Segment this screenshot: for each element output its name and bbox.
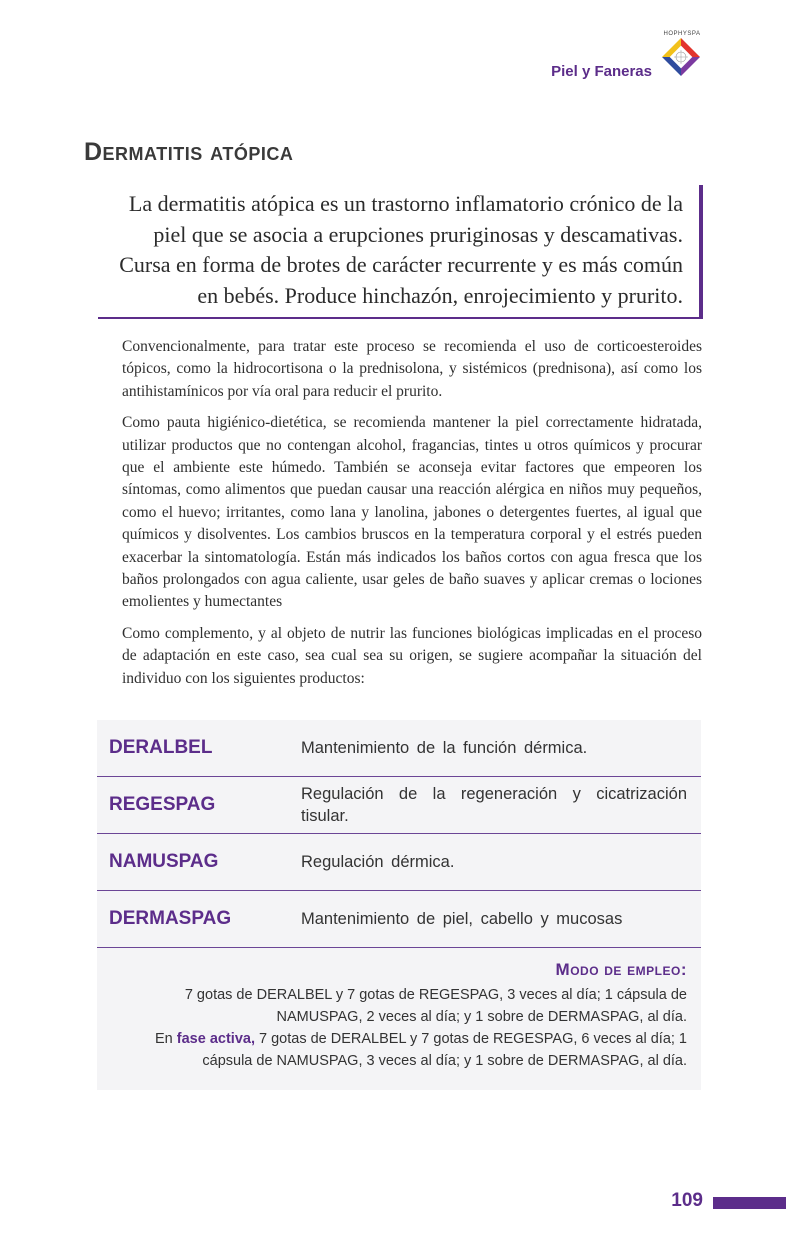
product-description: Mantenimiento de la función dérmica. xyxy=(301,739,588,757)
usage-line: 7 gotas de DERALBEL y 7 gotas de REGESPAG, 3 veces al día; 1 cápsula de NAMUSPAG, 2 veces al día; y 1 sobre de DERMASPAG, al día. xyxy=(184,987,687,1025)
table-row xyxy=(97,834,701,891)
usage-rest: 7 gotas de DERALBEL y 7 gotas de REGESPAG, 6 veces al día; 1 cápsula de NAMUSPAG, 3 veces al día; y 1 sobre de DERMASPAG, al día. xyxy=(202,1031,687,1069)
usage-instructions xyxy=(97,948,701,1090)
paragraph: Como complemento, y al objeto de nutrir las funciones biológicas implicadas en el proceso de adaptación en este caso, sea cual sea su origen, se sugiere acompañar la situación del individuo con los siguientes productos: xyxy=(122,624,702,687)
product-name: DERMASPAG xyxy=(109,908,232,929)
product-name: REGESPAG xyxy=(109,794,216,815)
body-text xyxy=(122,336,702,699)
usage-line-active xyxy=(111,1028,687,1072)
product-name: DERALBEL xyxy=(109,737,213,758)
product-name: NAMUSPAG xyxy=(109,851,219,872)
product-description: Mantenimiento de piel, cabello y mucosas xyxy=(301,910,623,928)
active-phase-highlight: fase activa, xyxy=(176,1031,255,1047)
logo-text: HOPHYSPA xyxy=(663,31,701,37)
usage-title: Modo de empleo: xyxy=(555,960,687,979)
section-label: Piel y Faneras xyxy=(551,63,652,80)
brand-logo xyxy=(662,31,702,81)
page-bar-decoration xyxy=(713,1197,786,1209)
product-description: Regulación dérmica. xyxy=(301,853,455,871)
table-row xyxy=(97,777,701,834)
intro-box xyxy=(98,185,703,319)
paragraph: Como pauta higiénico-dietética, se recomienda mantener la piel correctamente hidratada, utilizar productos que no contengan alcohol, fragancias, tintes u otros químicos y procurar que el ambiente este húmedo. También se aconseja evitar factores que empeoren los síntomas, como alimentos que puedan causar una reacción alérgica en niños muy pequeños, como el huevo; irritantes, como lana y lanolina, jabones o detergentes fuertes, al igual que químicos y disolventes. Los cambios bruscos en la temperatura corporal y el estrés pueden exacerbar la sintomatología. Están más indicados los baños cortos con agua fresca que los baños prolongados con agua caliente, usar geles de baño suaves y aplicar cremas o lociones emolientes y humectantes xyxy=(122,414,702,611)
product-description: Regulación de la regeneración y cicatrización tisular. xyxy=(301,785,687,825)
products-table xyxy=(97,720,701,1090)
paragraph: Convencionalmente, para tratar este proceso se recomienda el uso de corticoesteroides tópicos, como la hidrocortisona o la prednisolona, y sistémicos (prednisona), así como los antihistamínicos por vía oral para reducir el prurito. xyxy=(122,338,702,400)
page-number: 109 xyxy=(671,1190,703,1211)
page-title: Dermatitis atópica xyxy=(84,138,294,166)
intro-text: La dermatitis atópica es un trastorno inflamatorio crónico de la piel que se asocia a erupciones pruriginosas y descamativas. Cursa en forma de brotes de carácter recurrente y es más común en bebés. Produce hinchazón, enrojecimiento y prurito. xyxy=(119,191,683,308)
table-row xyxy=(97,891,701,948)
logo-mark-icon xyxy=(662,38,700,76)
usage-prefix: En xyxy=(155,1031,173,1047)
table-row xyxy=(97,720,701,777)
